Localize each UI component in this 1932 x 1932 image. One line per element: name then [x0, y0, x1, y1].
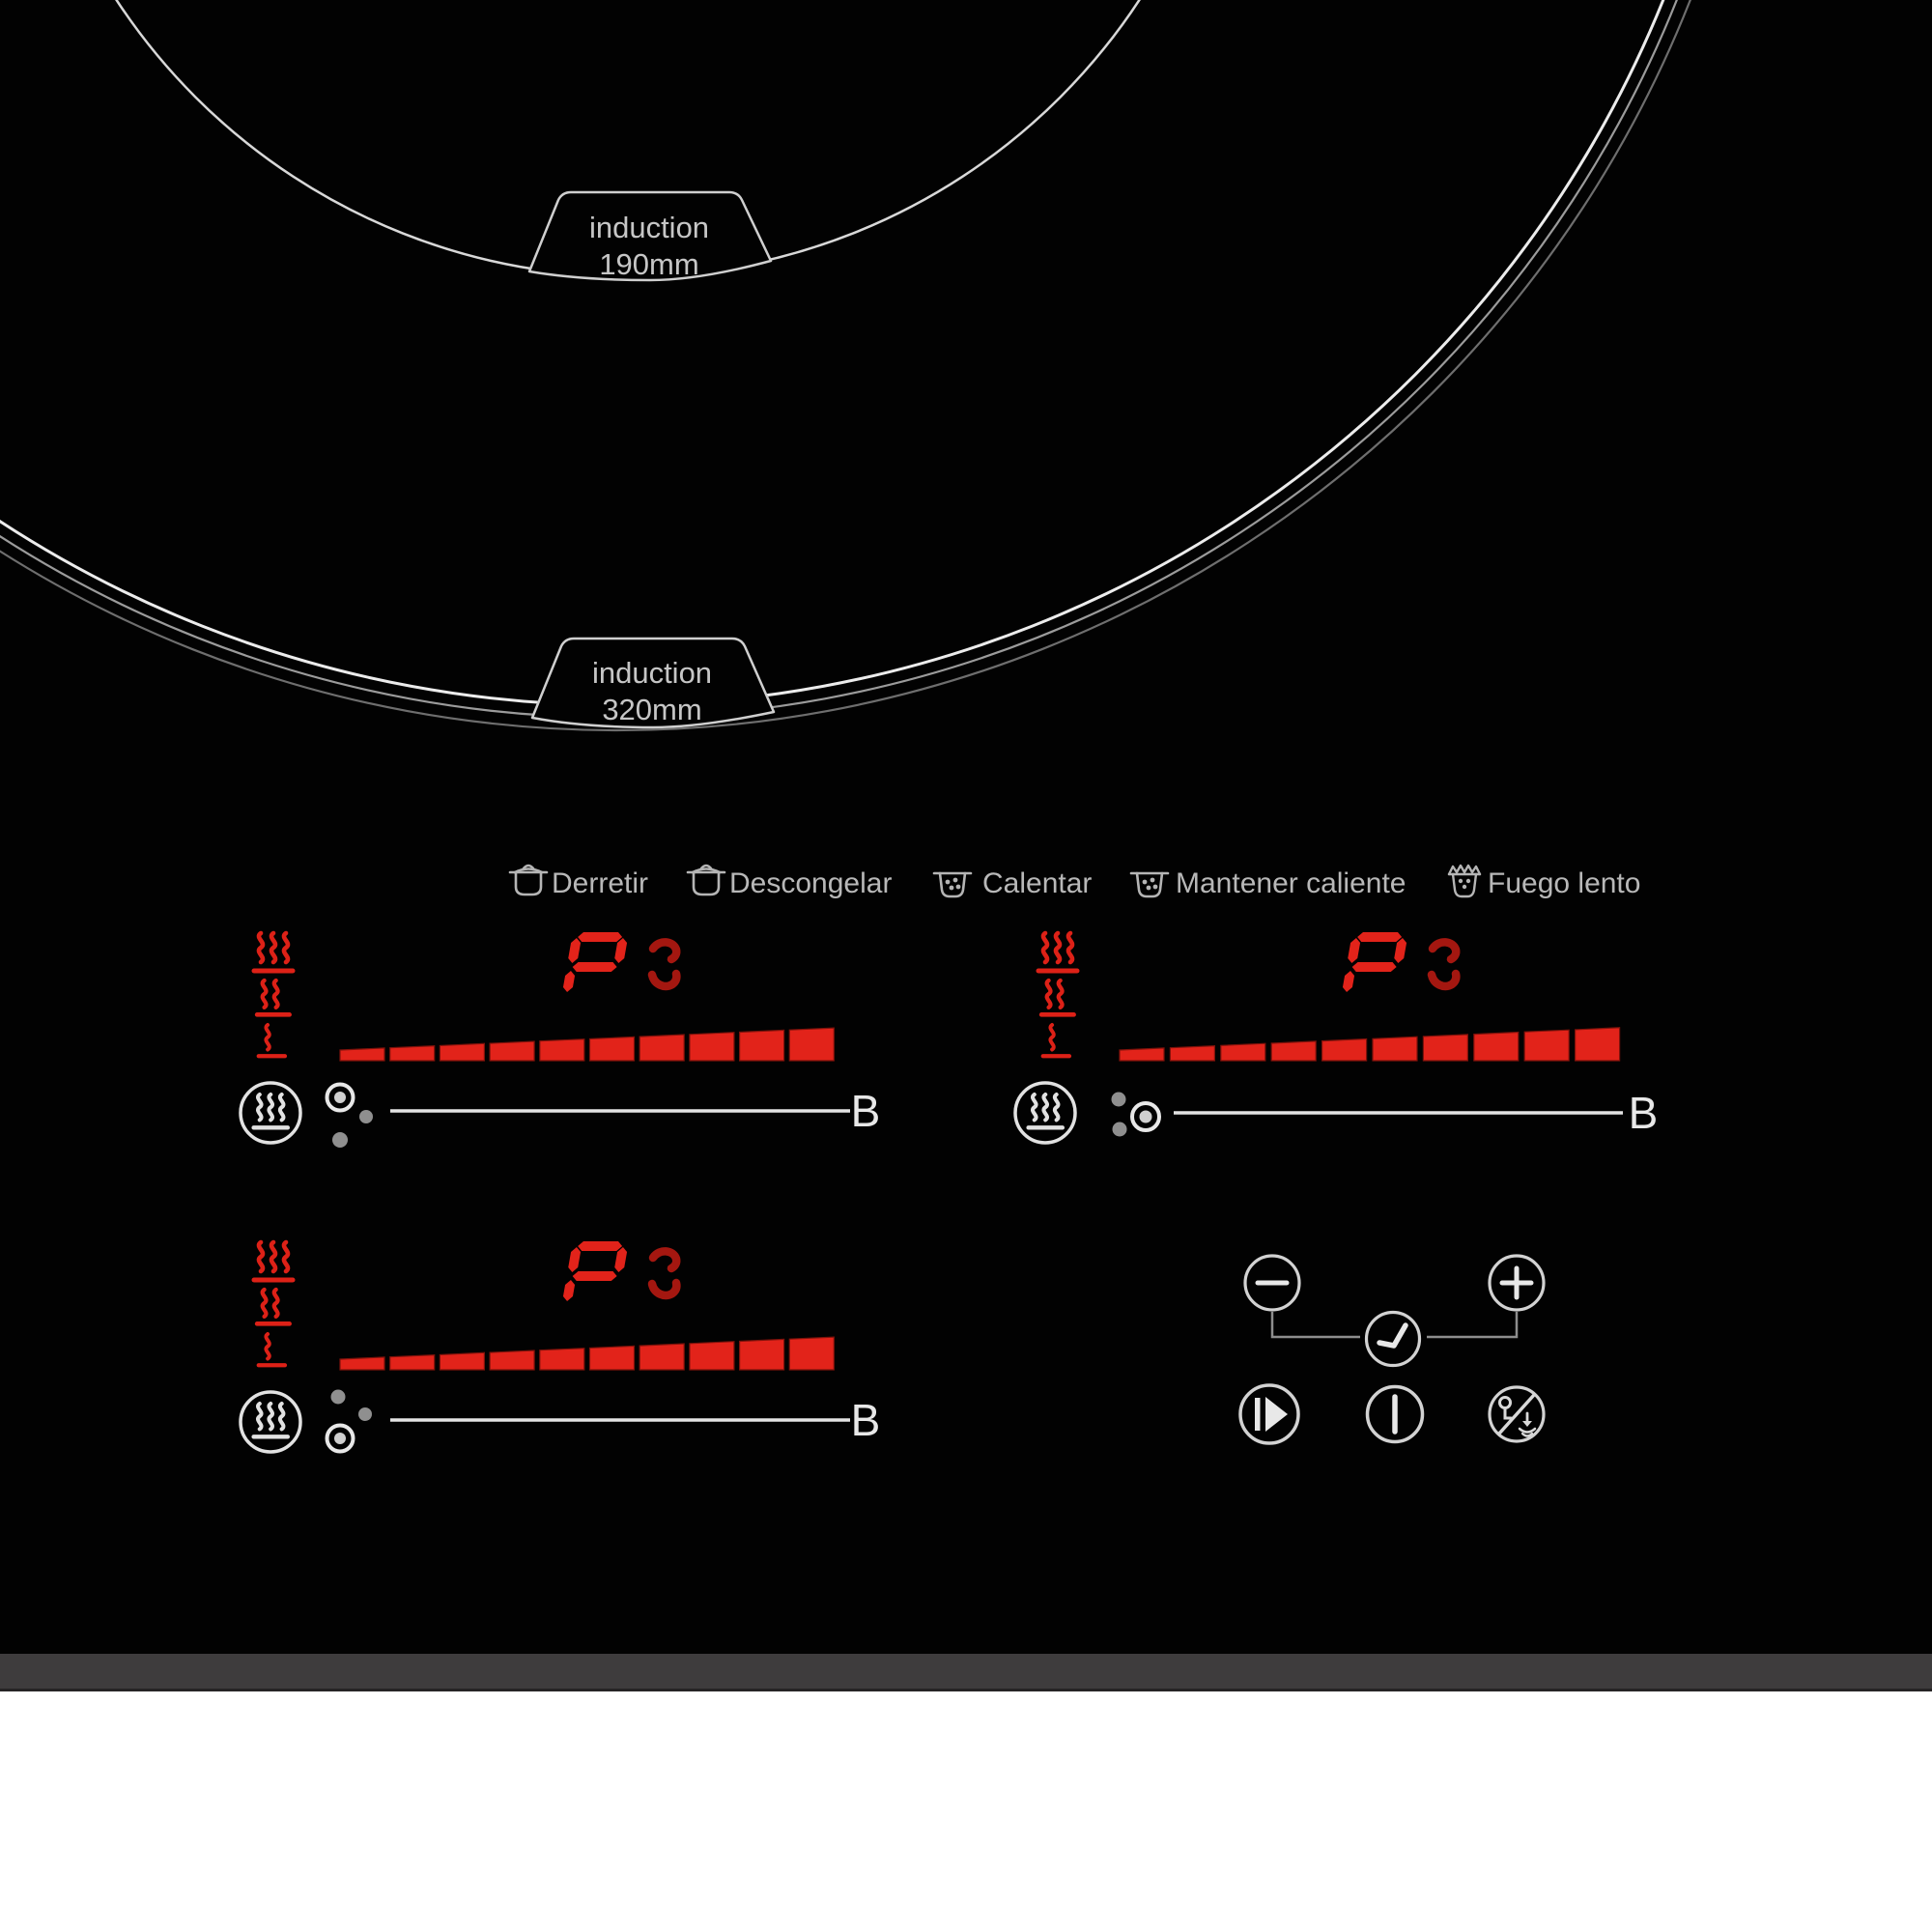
mode-label: Descongelar: [729, 867, 893, 899]
zone-label-190-line2: 190mm: [599, 247, 699, 281]
zone-label-320-line1: induction: [591, 656, 713, 690]
hob-edge-shadow: [0, 1689, 1932, 1691]
zone-label-320-line2: 320mm: [602, 693, 702, 726]
zone-label-190mm: [529, 192, 771, 281]
zone-label-320mm: [532, 639, 774, 727]
background-surface: [0, 1691, 1932, 1932]
boost-key[interactable]: B: [850, 1086, 881, 1136]
boost-key[interactable]: B: [850, 1395, 881, 1445]
zone-label-190-line1: induction: [588, 211, 710, 244]
boost-key[interactable]: B: [1628, 1088, 1659, 1138]
mode-label: Calentar: [982, 867, 1093, 899]
mode-label: Derretir: [552, 867, 649, 899]
mode-label: Mantener caliente: [1176, 867, 1406, 899]
hob-edge-band: [0, 1654, 1932, 1690]
mode-label: Fuego lento: [1488, 867, 1641, 899]
